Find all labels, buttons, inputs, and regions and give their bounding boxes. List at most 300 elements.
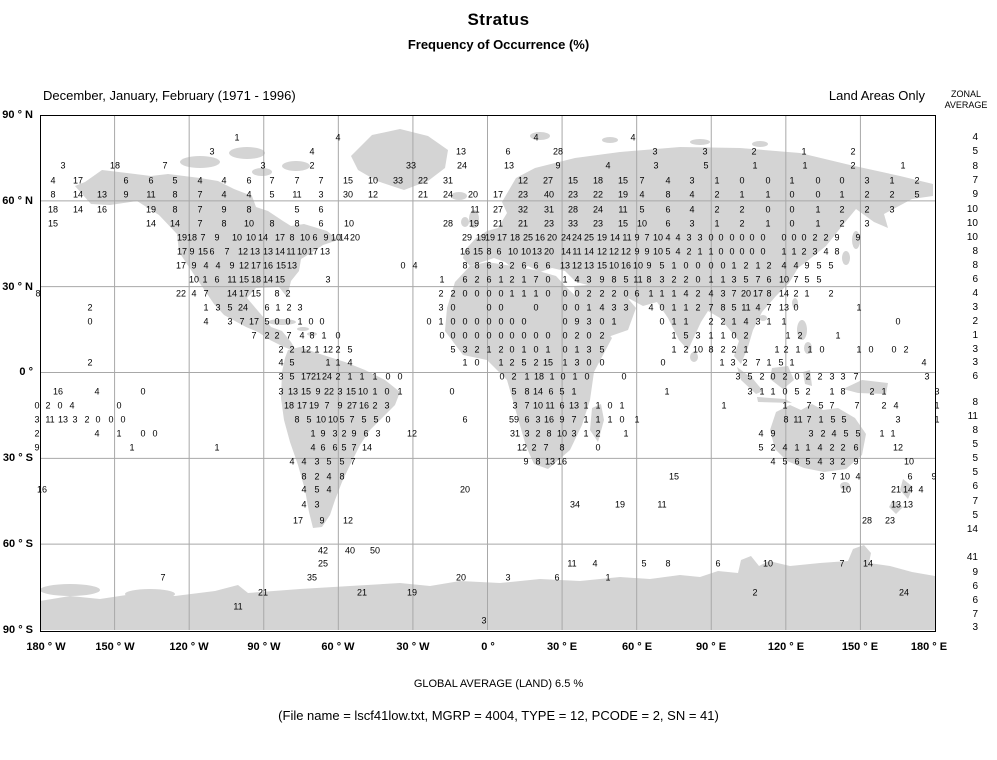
grid-value: 1 — [583, 414, 589, 425]
grid-value: 3 — [34, 414, 40, 425]
zonal-average-value: 8 — [972, 246, 978, 257]
grid-value: 3 — [227, 316, 233, 327]
grid-value: 17 — [238, 288, 250, 299]
grid-value: 10 — [608, 260, 620, 271]
grid-value: 5 — [289, 371, 295, 382]
grid-value: 10 — [357, 386, 369, 397]
zonal-header-line2: AVERAGE — [944, 100, 988, 110]
x-axis-label: 180 ° W — [26, 641, 66, 653]
grid-value: 3 — [260, 160, 266, 171]
grid-value: 11 — [657, 499, 667, 510]
grid-value: 15 — [617, 175, 629, 186]
grid-value: 8 — [289, 232, 295, 243]
grid-value: 0 — [599, 357, 605, 368]
x-axis-label: 90 ° E — [695, 641, 727, 653]
grid-value: 1 — [856, 302, 862, 313]
grid-value: 0 — [498, 302, 504, 313]
grid-value: 2 — [840, 456, 846, 467]
grid-value: 1 — [116, 428, 122, 439]
grid-value: 3 — [819, 471, 825, 482]
grid-value: 5 — [450, 344, 456, 355]
grid-value: 2 — [839, 218, 845, 229]
grid-value: 1 — [498, 274, 504, 285]
grid-value: 10 — [652, 232, 664, 243]
grid-value: 5 — [269, 189, 275, 200]
grid-value: 17 — [72, 175, 84, 186]
grid-value: 13 — [568, 400, 580, 411]
grid-value: 1 — [335, 357, 341, 368]
grid-value: 8 — [474, 260, 480, 271]
grid-value: 7 — [533, 274, 539, 285]
grid-value: 20 — [546, 232, 558, 243]
x-axis-label: 90 ° W — [247, 641, 281, 653]
grid-value: 5 — [830, 414, 836, 425]
zonal-average-value: 11 — [967, 411, 978, 422]
grid-value: 1 — [708, 330, 714, 341]
zonal-average-value: 2 — [972, 316, 978, 327]
grid-value: 13 — [286, 260, 298, 271]
grid-value: 0 — [729, 232, 735, 243]
grid-value: 6 — [554, 572, 560, 583]
grid-value: 0 — [659, 302, 665, 313]
grid-value: 7 — [203, 288, 209, 299]
grid-value: 8 — [172, 204, 178, 215]
grid-value: 1 — [879, 428, 885, 439]
grid-value: 23 — [543, 218, 555, 229]
grid-value: 12 — [517, 175, 529, 186]
grid-value: 1 — [607, 414, 613, 425]
grid-value: 13 — [890, 499, 902, 510]
grid-value: 5 — [341, 442, 347, 453]
grid-value: 0 — [791, 232, 797, 243]
grid-value: 4 — [675, 246, 681, 257]
grid-value: 6 — [462, 414, 468, 425]
grid-value: 1 — [583, 428, 589, 439]
grid-value: 3 — [934, 386, 940, 397]
grid-value: 0 — [760, 246, 766, 257]
grid-value: 6 — [363, 428, 369, 439]
grid-value: 30 — [342, 189, 354, 200]
page-title: Stratus — [467, 10, 530, 29]
grid-value: 0 — [586, 357, 592, 368]
grid-value: 3 — [209, 146, 215, 157]
grid-value: 20 — [543, 246, 555, 257]
grid-value: 19 — [617, 189, 629, 200]
grid-value: 0 — [718, 246, 724, 257]
grid-value: 9 — [229, 260, 235, 271]
grid-value: 2 — [829, 442, 835, 453]
grid-value: 9 — [351, 428, 357, 439]
grid-value: 14 — [560, 246, 572, 257]
grid-value: 1 — [802, 160, 808, 171]
grid-value: 1 — [829, 386, 835, 397]
grid-value: 6 — [521, 260, 527, 271]
grid-value: 13 — [902, 499, 914, 510]
grid-value: 1 — [785, 330, 791, 341]
grid-value: 0 — [335, 330, 341, 341]
x-axis-label: 180 ° E — [910, 641, 948, 653]
grid-value: 1 — [720, 330, 726, 341]
grid-value: 11 — [286, 246, 296, 257]
grid-value: 8 — [646, 274, 652, 285]
grid-value: 24 — [898, 587, 910, 598]
grid-value: 4 — [278, 357, 284, 368]
grid-value: 2 — [743, 330, 749, 341]
grid-value: 0 — [450, 302, 456, 313]
grid-value: 2 — [84, 414, 90, 425]
grid-value: 10 — [188, 274, 200, 285]
grid-value: 8 — [269, 218, 275, 229]
grid-value: 22 — [175, 288, 187, 299]
grid-value: 0 — [545, 330, 551, 341]
grid-value: 9 — [834, 232, 840, 243]
grid-value: 0 — [462, 288, 468, 299]
grid-value: 1 — [807, 344, 813, 355]
zonal-average-value: 1 — [972, 330, 978, 341]
grid-value: 6 — [264, 302, 270, 313]
grid-value: 2 — [533, 357, 539, 368]
grid-value: 1 — [671, 288, 677, 299]
grid-value: 4 — [630, 132, 636, 143]
zonal-average-value: 3 — [972, 622, 978, 633]
grid-value: 2 — [511, 371, 517, 382]
zonal-average-value: 9 — [972, 189, 978, 200]
grid-value: 8 — [486, 246, 492, 257]
grid-value: 9 — [599, 274, 605, 285]
grid-value: 18 — [592, 175, 604, 186]
grid-value: 8 — [708, 344, 714, 355]
grid-value: 22 — [592, 189, 604, 200]
grid-value: 15 — [250, 288, 262, 299]
grid-value: 1 — [634, 414, 640, 425]
grid-value: 15 — [274, 274, 286, 285]
grid-value: 2 — [599, 330, 605, 341]
grid-value: 9 — [931, 471, 937, 482]
grid-value: 5 — [289, 357, 295, 368]
grid-value: 7 — [349, 414, 355, 425]
grid-value: 0 — [308, 316, 314, 327]
grid-value: 4 — [770, 456, 776, 467]
grid-value: 1 — [438, 316, 444, 327]
grid-value: 5 — [623, 274, 629, 285]
grid-value: 5 — [227, 302, 233, 313]
grid-value: 2 — [34, 428, 40, 439]
grid-value: 17 — [752, 288, 764, 299]
grid-value: 40 — [543, 189, 555, 200]
grid-value: 14 — [72, 204, 84, 215]
grid-value: 2 — [450, 288, 456, 299]
grid-value: 2 — [671, 274, 677, 285]
grid-value: 2 — [720, 316, 726, 327]
grid-value: 31 — [543, 204, 555, 215]
grid-value: 4 — [574, 274, 580, 285]
grid-value: 11 — [741, 302, 751, 313]
grid-value: 3 — [314, 499, 320, 510]
zonal-average-value: 5 — [972, 439, 978, 450]
grid-value: 2 — [889, 189, 895, 200]
grid-value: 14 — [72, 189, 84, 200]
grid-value: 0 — [533, 302, 539, 313]
grid-value: 8 — [301, 471, 307, 482]
grid-value: 15 — [617, 218, 629, 229]
grid-value: 14 — [338, 232, 350, 243]
grid-value: 5 — [314, 484, 320, 495]
grid-value: 4 — [817, 456, 823, 467]
grid-value: 2 — [881, 400, 887, 411]
grid-value: 2 — [372, 400, 378, 411]
grid-value: 2 — [743, 260, 749, 271]
grid-value: 16 — [556, 456, 568, 467]
grid-value: 4 — [921, 357, 927, 368]
grid-value: 9 — [191, 260, 197, 271]
grid-value: 11 — [545, 400, 555, 411]
grid-value: 18 — [109, 160, 121, 171]
grid-value: 10 — [903, 456, 915, 467]
grid-value: 1 — [774, 344, 780, 355]
grid-value: 2 — [87, 302, 93, 313]
grid-value: 6 — [715, 558, 721, 569]
grid-value: 21 — [257, 587, 269, 598]
grid-value: 0 — [695, 260, 701, 271]
grid-value: 1 — [498, 357, 504, 368]
grid-value: 6 — [123, 175, 129, 186]
grid-value: 22 — [417, 175, 429, 186]
grid-value: 1 — [804, 288, 810, 299]
grid-value: 8 — [50, 189, 56, 200]
grid-value: 2 — [335, 371, 341, 382]
grid-value: 1 — [234, 132, 240, 143]
grid-value: 12 — [238, 260, 250, 271]
grid-value: 5 — [782, 456, 788, 467]
grid-value: 14 — [257, 232, 269, 243]
grid-value: 0 — [108, 414, 114, 425]
grid-value: 0 — [574, 288, 580, 299]
period-label: December, January, February (1971 - 1996) — [43, 88, 296, 103]
grid-value: 13 — [559, 260, 571, 271]
grid-value: 2 — [683, 344, 689, 355]
grid-value: 10 — [556, 428, 568, 439]
grid-value: 3 — [653, 160, 659, 171]
grid-value: 28 — [552, 146, 564, 157]
grid-value: 16 — [543, 414, 555, 425]
zonal-header-line1: ZONAL — [950, 89, 981, 99]
grid-value: 5 — [778, 357, 784, 368]
grid-value: 7 — [162, 160, 168, 171]
grid-value: 0 — [619, 414, 625, 425]
grid-value: 1 — [934, 400, 940, 411]
grid-value: 7 — [224, 246, 230, 257]
grid-value: 0 — [95, 414, 101, 425]
grid-value: 1 — [671, 330, 677, 341]
grid-value: 7 — [644, 232, 650, 243]
grid-value: 1 — [789, 357, 795, 368]
grid-value: 10 — [520, 246, 532, 257]
grid-value: 8 — [665, 189, 671, 200]
grid-value: 1 — [714, 218, 720, 229]
grid-value: 0 — [285, 316, 291, 327]
grid-value: 2 — [574, 330, 580, 341]
grid-value: 3 — [697, 232, 703, 243]
grid-value: 0 — [140, 428, 146, 439]
grid-value: 8 — [840, 386, 846, 397]
grid-value: 9 — [804, 260, 810, 271]
grid-value: 1 — [683, 316, 689, 327]
grid-value: 4 — [793, 260, 799, 271]
grid-value: 3 — [325, 274, 331, 285]
grid-value: 9 — [214, 232, 220, 243]
grid-value: 10 — [632, 260, 644, 271]
grid-value: 1 — [297, 316, 303, 327]
grid-value: 5 — [828, 260, 834, 271]
grid-value: 3 — [652, 146, 658, 157]
grid-value: 12 — [571, 260, 583, 271]
grid-value: 4 — [831, 428, 837, 439]
grid-value: 4 — [823, 246, 829, 257]
grid-value: 16 — [459, 246, 471, 257]
grid-value: 1 — [671, 344, 677, 355]
grid-value: 17 — [250, 260, 262, 271]
grid-value: 3 — [889, 204, 895, 215]
grid-value: 1 — [372, 371, 378, 382]
grid-value: 8 — [834, 246, 840, 257]
grid-value: 3 — [695, 330, 701, 341]
grid-value: 21 — [517, 218, 529, 229]
grid-value: 9 — [770, 428, 776, 439]
zonal-average-value: 8 — [972, 397, 978, 408]
grid-value: 5 — [339, 414, 345, 425]
grid-value: 6 — [214, 274, 220, 285]
grid-value: 3 — [808, 428, 814, 439]
grid-value: 15 — [47, 218, 59, 229]
grid-value: 7 — [197, 218, 203, 229]
grid-value: 4 — [301, 499, 307, 510]
grid-value: 5 — [805, 456, 811, 467]
grid-value: 0 — [815, 189, 821, 200]
grid-value: 7 — [239, 316, 245, 327]
grid-value: 21 — [417, 189, 429, 200]
grid-value: 6 — [320, 442, 326, 453]
grid-value: 18 — [250, 274, 262, 285]
grid-value: 9 — [123, 189, 129, 200]
grid-value: 1 — [586, 302, 592, 313]
zonal-average-value: 3 — [972, 302, 978, 313]
grid-value: 0 — [486, 316, 492, 327]
grid-value: 7 — [543, 442, 549, 453]
grid-value: 4 — [69, 400, 75, 411]
grid-value: 10 — [762, 558, 774, 569]
grid-value: 4 — [299, 330, 305, 341]
grid-value: 9 — [634, 246, 640, 257]
zonal-average-value: 4 — [972, 288, 978, 299]
y-axis-label: 90 ° S — [2, 624, 33, 636]
grid-value: 19 — [614, 499, 626, 510]
grid-value: 6 — [486, 274, 492, 285]
grid-value: 17 — [300, 371, 312, 382]
grid-value: 24 — [237, 302, 249, 313]
grid-value: 6 — [665, 218, 671, 229]
grid-value: 4 — [855, 471, 861, 482]
grid-value: 1 — [486, 344, 492, 355]
x-axis-label: 60 ° E — [621, 641, 653, 653]
grid-value: 22 — [323, 386, 335, 397]
grid-value: 2 — [289, 344, 295, 355]
grid-value: 1 — [781, 246, 787, 257]
grid-value: 15 — [197, 246, 209, 257]
y-axis-label: 60 ° N — [2, 195, 33, 207]
grid-value: 1 — [659, 288, 665, 299]
grid-value: 3 — [337, 386, 343, 397]
grid-value: 0 — [533, 344, 539, 355]
grid-value: 2 — [509, 357, 515, 368]
x-axis-label: 120 ° E — [767, 641, 805, 653]
grid-value: 0 — [584, 371, 590, 382]
grid-value: 1 — [697, 246, 703, 257]
x-axis-label: 0 ° — [481, 641, 495, 653]
grid-value: 20 — [467, 189, 479, 200]
grid-value: 4 — [310, 442, 316, 453]
grid-value: 4 — [817, 442, 823, 453]
grid-value: 4 — [221, 175, 227, 186]
grid-value: 4 — [893, 400, 899, 411]
grid-value: 13 — [544, 456, 556, 467]
grid-value: 9 — [337, 400, 343, 411]
grid-value: 1 — [818, 414, 824, 425]
grid-value: 5 — [294, 204, 300, 215]
grid-value: 7 — [853, 371, 859, 382]
grid-value: 3 — [278, 371, 284, 382]
grid-value: 0 — [562, 302, 568, 313]
grid-value: 2 — [839, 204, 845, 215]
grid-value: 2 — [869, 386, 875, 397]
grid-value: 2 — [335, 344, 341, 355]
grid-value: 3 — [586, 344, 592, 355]
grid-value: 1 — [731, 260, 737, 271]
grid-value: 4 — [326, 471, 332, 482]
grid-value: 0 — [891, 344, 897, 355]
grid-value: 7 — [755, 357, 761, 368]
grid-value: 0 — [521, 316, 527, 327]
grid-value: 5 — [264, 316, 270, 327]
grid-value: 7 — [197, 189, 203, 200]
grid-value: 1 — [683, 302, 689, 313]
zonal-average-value: 8 — [972, 260, 978, 271]
grid-value: 0 — [607, 400, 613, 411]
grid-value: 5 — [665, 246, 671, 257]
grid-value: 2 — [87, 357, 93, 368]
grid-value: 3 — [689, 175, 695, 186]
grid-value: 4 — [599, 302, 605, 313]
grid-value: 5 — [339, 456, 345, 467]
grid-value: 2 — [341, 428, 347, 439]
grid-value: 15 — [596, 260, 608, 271]
grid-value: 1 — [571, 386, 577, 397]
grid-value: 3 — [384, 400, 390, 411]
grid-value: 6 — [332, 442, 338, 453]
grid-value: 9 — [523, 456, 529, 467]
grid-value: 1 — [521, 344, 527, 355]
grid-value: 14 — [169, 218, 181, 229]
grid-value: 0 — [486, 330, 492, 341]
grid-value: 7 — [854, 400, 860, 411]
grid-value: 1 — [714, 175, 720, 186]
grid-value: 3 — [505, 572, 511, 583]
grid-value: 18 — [283, 400, 295, 411]
grid-value: 0 — [462, 316, 468, 327]
grid-value: 2 — [599, 288, 605, 299]
grid-value: 1 — [770, 386, 776, 397]
grid-value: 14 — [262, 274, 274, 285]
grid-value: 9 — [320, 428, 326, 439]
